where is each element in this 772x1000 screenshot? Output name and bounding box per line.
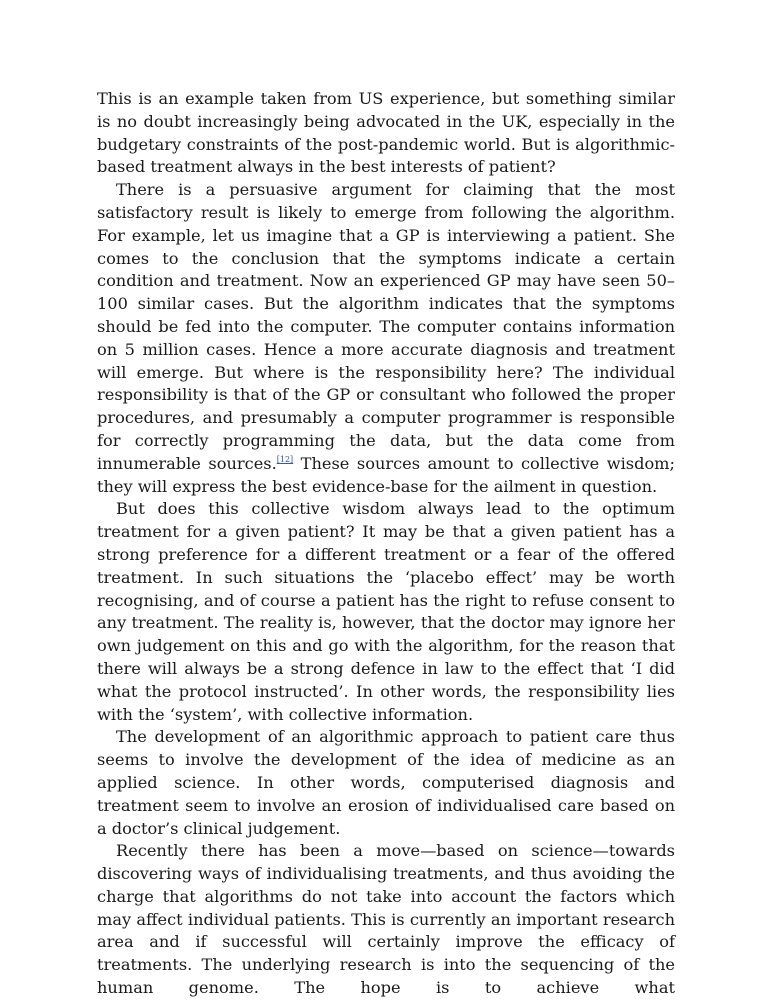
paragraph-2 (97, 179, 675, 498)
paragraph-2-text-b: These sources amount to collective wisdom; they will express the best evidence-base for the ailment in question. (97, 453, 675, 496)
paragraph-3: But does this collective wisdom always lead to the optimum treatment for a given patient? It may be that a given patient has a strong preference for a different treatment or a fear of the offered treatment. In such situations the ‘placebo effect’ may be worth recognising, and of course a patient has the right to refuse consent to any treatment. The reality is, however, that the doctor may ignore her own judgement on this and go with the algorithm, for the reason that there will always be a strong defence in law to the effect that ‘I did what the protocol instructed’. In other words, the responsibility lies with the ‘system’, with collective information. (97, 499, 675, 724)
paragraph-5: Recently there has been a move—based on science—towards discovering ways of individualising treatments, and thus avoiding the charge that algorithms do not take into account the factors which may affect individual patients. This is currently an important research area and if successful will certainly improve the efficacy of treatments. The underlying research is into the sequencing of the human genome. The hope is to achieve what (97, 841, 675, 998)
footnote-link-12[interactable]: [12] (276, 454, 294, 464)
paragraph-1: This is an example taken from US experience, but something similar is no doubt increasingly being advocated in the UK, especially in the budgetary constraints of the post-pandemic world. But is algorithmic-based treatment always in the best interests of patient? (97, 89, 675, 177)
paragraph-2-text-a: There is a persuasive argument for claiming that the most satisfactory result is likely to emerge from following the algorithm. For example, let us imagine that a GP is interviewing a patient. She comes to the conclusion that the symptoms indicate a certain condition and treatment. Now an experienced GP may have seen 50–100 similar cases. But the algorithm indicates that the symptoms should be fed into the computer. The computer contains information on 5 million cases. Hence a more accurate diagnosis and treatment will emerge. But where is the responsibility here? The individual responsibility is that of the GP or consultant who followed the proper procedures, and presumably a computer programmer is responsible for correctly programming the data, but the data come from innumerable sources. (97, 180, 675, 473)
page-body (97, 88, 675, 1000)
paragraph-4: The development of an algorithmic approach to patient care thus seems to involve the development of the idea of medicine as an applied science. In other words, computerised diagnosis and treatment seem to involve an erosion of individualised care based on a doctor’s clinical judgement. (97, 727, 675, 838)
